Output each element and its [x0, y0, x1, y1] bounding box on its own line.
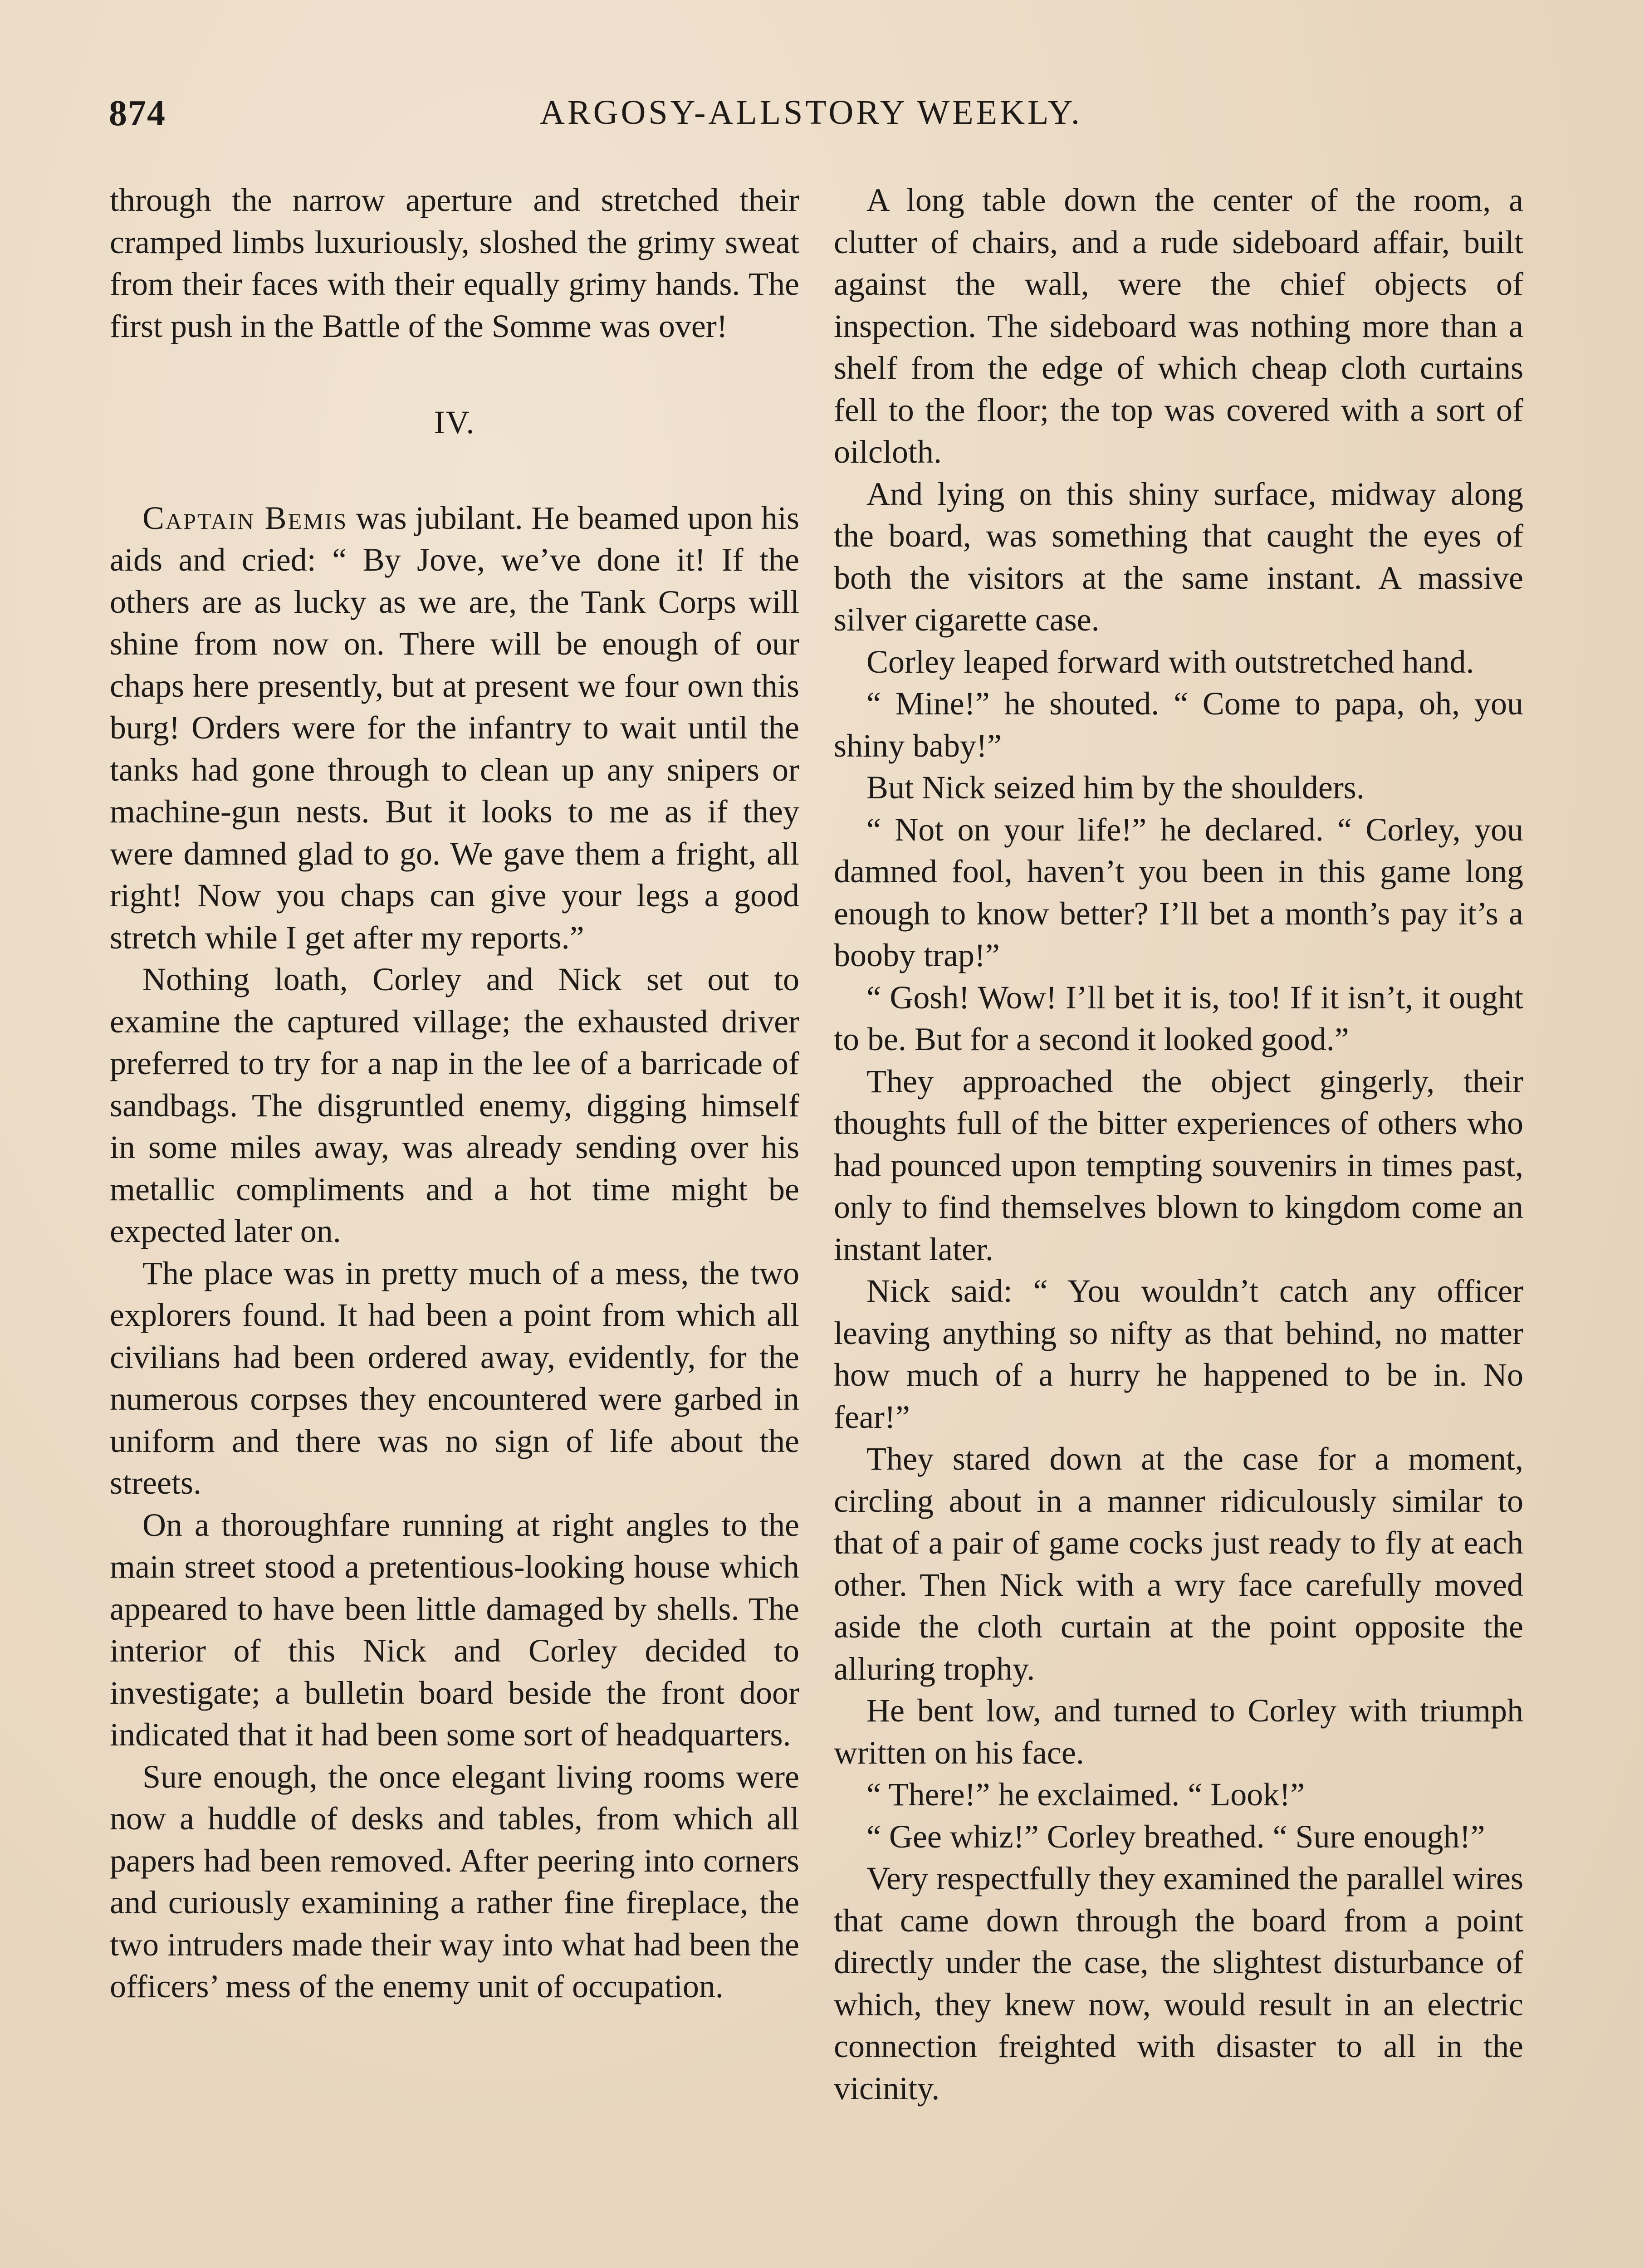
paragraph: “ There!” he exclaimed. “ Look!”	[866, 1776, 1305, 1813]
paragraph: They approached the object gingerly, their thoughts full of the bitter experiences of others who had pounced upon tempting souvenirs in times past, only to find themselves blown to kingdom come an instant later.	[834, 1063, 1523, 1267]
paragraph: A long table down the center of the room, a clutter of chairs, and a rude sideboard affair, built against the wall, were the chief objects of inspection. The sideboard was nothing more than a shelf from the edge of which cheap cloth curtains fell to the floor; the top was covered with a sort of oilcloth.	[834, 182, 1523, 470]
paragraph: But Nick seized him by the shoulders.	[866, 769, 1365, 806]
paragraph: “ Not on your life!” he declared. “ Corley, you damned fool, haven’t you been in this game long enough to know better? I’ll bet a month’s pay it’s a booby trap!”	[834, 811, 1523, 973]
paragraph: And lying on this shiny surface, midway along the board, was something that caught the eyes of both the visitors at the same instant. A massive silver cigarette case.	[834, 475, 1523, 638]
page-header	[109, 93, 1533, 143]
paragraph: “ Gee whiz!” Corley breathed. “ Sure enough!”	[866, 1818, 1485, 1855]
paragraph: He bent low, and turned to Corley with triumph written on his face.	[834, 1692, 1523, 1771]
paragraph: They stared down at the case for a moment, circling about in a manner ridiculously similar to that of a pair of game cocks just ready to fly at each other. Then Nick with a wry face carefully moved aside the cloth curtain at the point opposite the alluring trophy.	[834, 1441, 1523, 1687]
paragraph: Sure enough, the once elegant living rooms were now a huddle of desks and tables, from which all papers had been removed. After peering into corners and curiously examining a rather fine fireplace, the two intruders made their way into what had been the officers’ mess of the enemy unit of occupation.	[110, 1758, 799, 2004]
paragraph: “ Mine!” he shouted. “ Come to papa, oh, you shiny baby!”	[834, 685, 1523, 764]
section-heading: IV.	[434, 404, 475, 440]
running-head: ARGOSY-ALLSTORY WEEKLY.	[540, 93, 1082, 132]
left-column	[110, 179, 799, 2008]
small-caps-lead: Captain Bemis	[142, 499, 348, 536]
paragraph: Very respectfully they examined the parallel wires that came down through the board from a point directly under the case, the slightest disturbance of which, they knew now, would result in an electric connection freighted with disaster to all in the vicinity.	[834, 1860, 1523, 2107]
paragraph: Corley leaped forward with outstretched hand.	[866, 643, 1474, 680]
paragraph: The place was in pretty much of a mess, the two explorers found. It had been a point from which all civilians had been ordered away, evidently, for the numerous corpses they encountered were garbed in uniform and there was no sign of life about the streets.	[110, 1255, 799, 1501]
paragraph	[110, 497, 799, 959]
paragraph: through the narrow aperture and stretched their cramped limbs luxuriously, sloshed the grimy sweat from their faces with their equally grimy hands. The first push in the Battle of the Somme was over!	[110, 182, 799, 344]
page-number: 874	[109, 93, 166, 133]
paragraph: “ Gosh! Wow! I’ll bet it is, too! If it isn’t, it ought to be. But for a second it looked good.”	[834, 979, 1523, 1057]
paragraph-text: was jubilant. He beamed upon his aids and cried: “ By Jove, we’ve done it! If the others are as lucky as we are, the Tank Corps will shine from now on. There will be enough of our chaps here presently, but at present we four own this burg! Orders were for the infantry to wait until the tanks had gone through to clean up any snipers or machine-gun nests. But it looks to me as if they were damned glad to go. We gave them a fright, all right! Now you chaps can give your legs a good stretch while I get after my reports.”	[110, 499, 800, 956]
paragraph: Nick said: “ You wouldn’t catch any officer leaving anything so nifty as that behind, no matter how much of a hurry he happened to be in. No fear!”	[834, 1273, 1523, 1435]
paragraph: Nothing loath, Corley and Nick set out to examine the captured village; the exhausted driver preferred to try for a nap in the lee of a barricade of sandbags. The disgruntled enemy, digging himself in some miles away, was already sending over his metallic compliments and a hot time might be expected later on.	[110, 961, 799, 1249]
right-column	[834, 179, 1523, 2109]
paragraph: On a thoroughfare running at right angles to the main street stood a pretentious-looking house which appeared to have been little damaged by shells. The interior of this Nick and Corley decided to investigate; a bulletin board beside the front door indicated that it had been some sort of headquarters.	[110, 1506, 799, 1753]
